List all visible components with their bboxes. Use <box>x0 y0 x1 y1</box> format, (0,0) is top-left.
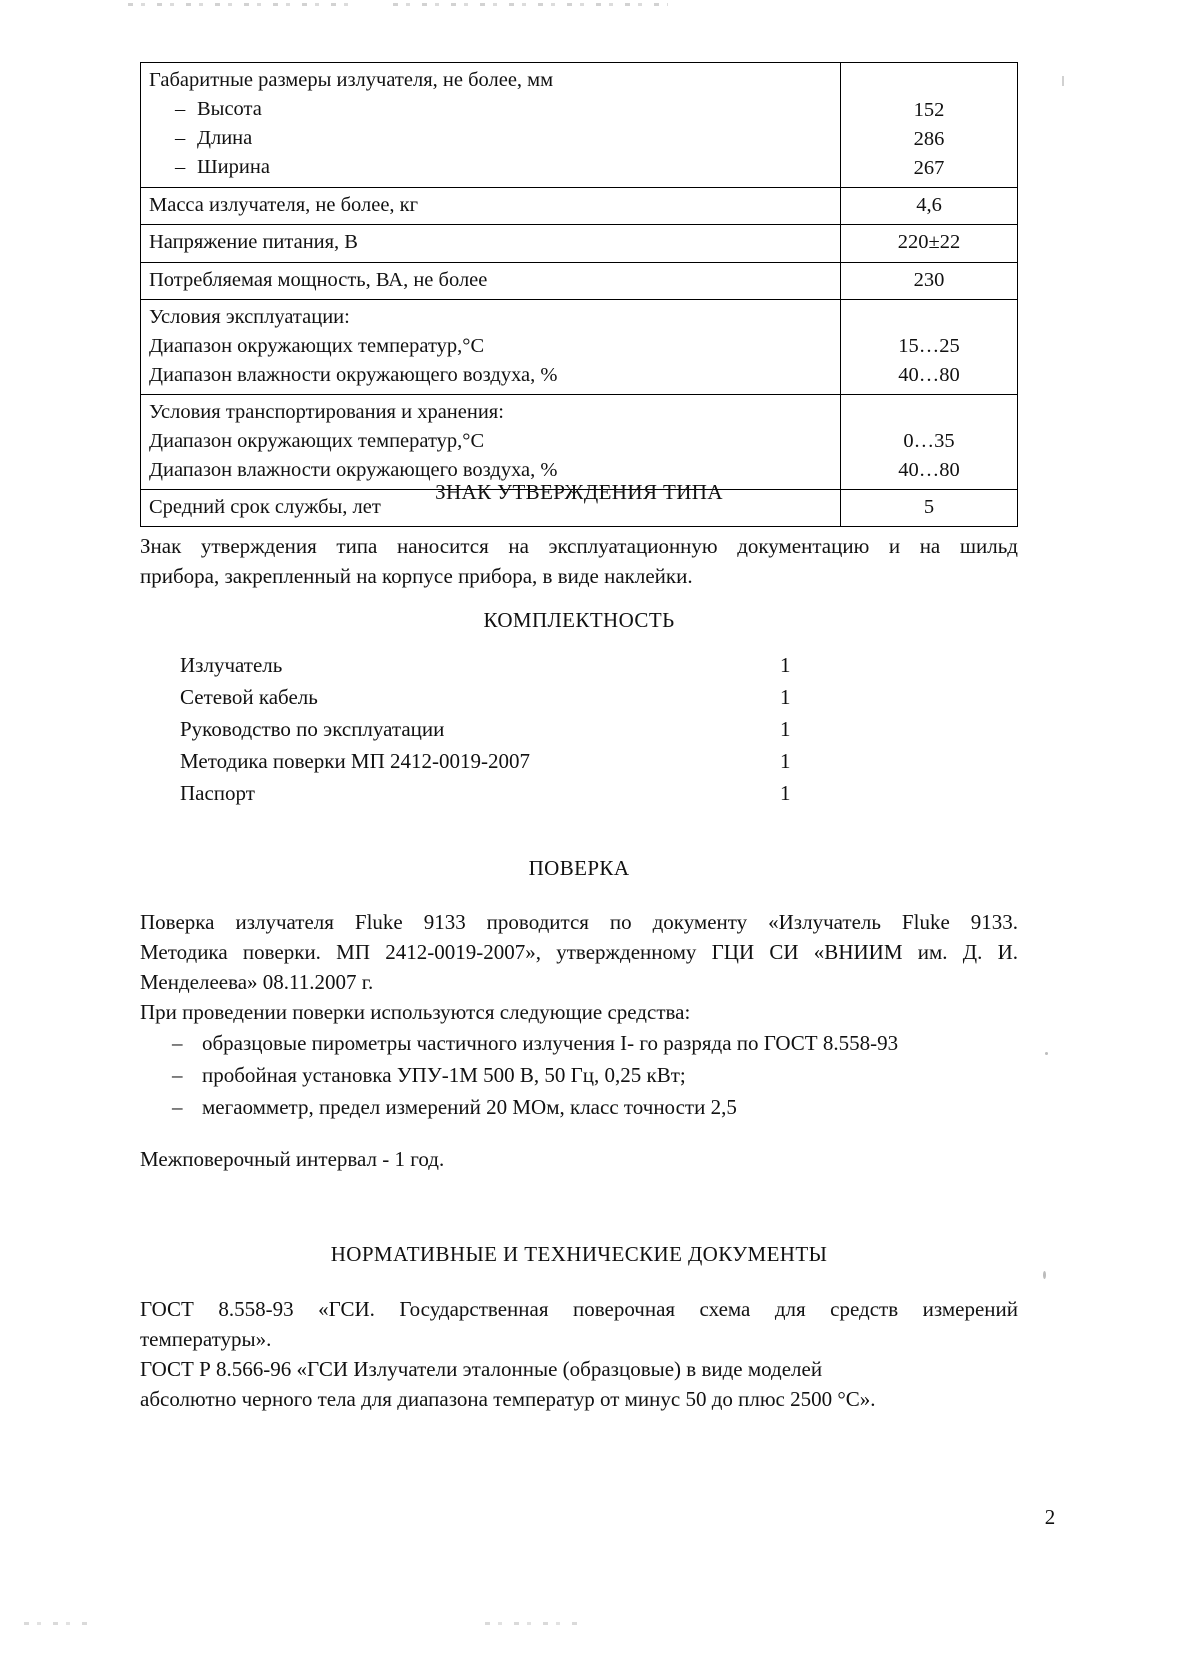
normative-document-text: ГОСТ 8.558-93 «ГСИ. Государственная поверочная схема для средств измерений <box>140 1297 1018 1321</box>
spec-sub-item <box>149 153 834 182</box>
verification-paragraph-line-3: Менделеева» 08.11.2007 г. <box>140 970 374 994</box>
specifications-table <box>140 62 1018 527</box>
table-row <box>141 225 1018 262</box>
spec-label: Условия транспортирования и хранения: <box>149 400 504 423</box>
spec-label: Средний срок службы, лет <box>149 496 381 519</box>
page-number: 2 <box>1044 1505 1056 1529</box>
verification-means-text: пробойная установка УПУ-1М 500 В, 50 Гц, 0,25 кВт; <box>202 1063 686 1087</box>
normative-document-2-line-1 <box>140 1355 1018 1385</box>
list-item <box>180 650 820 682</box>
verification-means-intro <box>140 998 1018 1028</box>
dash-bullet: – <box>172 1031 183 1055</box>
spec-value: 286 <box>913 128 945 151</box>
approval-mark-text: Знак утверждения типа наносится на эксплуатационную документацию и на шильд <box>140 534 1018 558</box>
scan-artifact-top-left <box>128 3 358 6</box>
table-cell-label <box>141 299 841 394</box>
heading-approval-mark: ЗНАК УТВЕРЖДЕНИЯ ТИПА <box>435 480 723 504</box>
spec-value: 0…35 <box>903 430 955 453</box>
spec-value: 267 <box>913 157 945 180</box>
verification-text: Методика поверки. МП 2412-0019-2007», утвержденному ГЦИ СИ «ВНИИМ им. Д. И. <box>140 940 1018 964</box>
verification-means-item <box>172 1093 1032 1123</box>
scan-speck <box>1045 1052 1048 1055</box>
verification-text: Поверка излучателя Fluke 9133 проводится по документу «Излучатель Fluke 9133. <box>140 910 1018 934</box>
completeness-item-qty: 1 <box>780 684 791 709</box>
verification-means-text: мегаомметр, предел измерений 20 МОм, класс точности 2,5 <box>202 1095 737 1119</box>
spec-sub-label: Ширина <box>197 156 270 179</box>
completeness-item-qty: 1 <box>780 780 791 805</box>
completeness-item-qty: 1 <box>780 653 791 677</box>
spec-sub-item <box>149 124 834 153</box>
dash-bullet: – <box>175 156 186 179</box>
spec-label: Диапазон окружающих температур,°С <box>149 430 485 453</box>
list-item <box>180 746 820 778</box>
scan-artifact-bottom-right <box>485 1622 581 1625</box>
table-row <box>141 299 1018 394</box>
spec-label: Диапазон окружающих температур,°С <box>149 334 485 357</box>
normative-document-2-line-2: абсолютно черного тела для диапазона температур от минус 50 до плюс 2500 °С». <box>140 1387 876 1411</box>
table-row <box>141 262 1018 299</box>
completeness-item-qty: 1 <box>780 748 791 773</box>
table-row <box>141 188 1018 225</box>
table-cell-label <box>141 394 841 489</box>
list-item <box>180 778 820 810</box>
spec-label: Условия эксплуатации: <box>149 305 350 328</box>
verification-means-intro-text: При проведении поверки используются следующие средства: <box>140 1000 691 1024</box>
table-row <box>141 63 1018 188</box>
completeness-item-name: Паспорт <box>180 780 255 805</box>
spec-label: Диапазон влажности окружающего воздуха, % <box>149 459 558 482</box>
table-cell-value <box>841 299 1018 394</box>
list-item <box>180 682 820 714</box>
spec-label: Потребляемая мощность, ВА, не более <box>149 268 488 291</box>
spec-label: Масса излучателя, не более, кг <box>149 194 419 217</box>
verification-means-text: образцовые пирометры частичного излучения I- го разряда по ГОСТ 8.558-93 <box>202 1031 899 1055</box>
normative-document-1-line-2: температуры». <box>140 1327 272 1351</box>
table-cell-value <box>841 262 1018 299</box>
spec-sub-label: Высота <box>197 98 262 121</box>
scan-speck <box>1043 1271 1046 1279</box>
table-cell-value <box>841 394 1018 489</box>
spec-value: 40…80 <box>898 459 960 482</box>
verification-means-item <box>172 1029 1032 1059</box>
table-cell-label <box>141 262 841 299</box>
approval-mark-paragraph-line-2: прибора, закрепленный на корпусе прибора, в виде наклейки. <box>140 564 693 588</box>
spec-value: 5 <box>923 496 935 519</box>
list-item <box>180 714 820 746</box>
dash-bullet: – <box>172 1063 183 1087</box>
scan-artifact-top-right <box>393 3 668 6</box>
table-cell-label <box>141 63 841 188</box>
completeness-list <box>180 650 820 810</box>
heading-completeness: КОМПЛЕКТНОСТЬ <box>483 608 675 632</box>
spec-value: 40…80 <box>898 363 960 386</box>
normative-document-text: ГОСТ Р 8.566-96 «ГСИ Излучатели эталонные (образцовые) в виде моделей <box>140 1357 823 1381</box>
table-cell-value <box>841 63 1018 188</box>
heading-normative-documents: НОРМАТИВНЫЕ И ТЕХНИЧЕСКИЕ ДОКУМЕНТЫ <box>330 1242 828 1266</box>
completeness-item-name: Излучатель <box>180 653 283 677</box>
spec-value: 15…25 <box>898 334 960 357</box>
completeness-item-name: Руководство по эксплуатации <box>180 716 445 741</box>
table-row <box>141 394 1018 489</box>
verification-interval-text: Межповерочный интервал - 1 год. <box>140 1147 445 1171</box>
completeness-item-name: Методика поверки МП 2412-0019-2007 <box>180 748 531 773</box>
spec-value: 220±22 <box>897 231 961 254</box>
verification-interval <box>140 1145 1018 1175</box>
dash-bullet: – <box>172 1095 183 1119</box>
spec-sub-item <box>149 95 834 124</box>
dash-bullet: – <box>175 98 186 121</box>
scan-artifact-bottom-left <box>24 1622 90 1625</box>
spec-label: Напряжение питания, В <box>149 231 358 254</box>
heading-verification: ПОВЕРКА <box>528 856 630 880</box>
verification-means-item <box>172 1061 1032 1091</box>
spec-label: Диапазон влажности окружающего воздуха, % <box>149 363 558 386</box>
table-cell-label <box>141 188 841 225</box>
spec-value: 152 <box>913 99 945 121</box>
completeness-item-name: Сетевой кабель <box>180 684 318 709</box>
completeness-item-qty: 1 <box>780 716 791 741</box>
scan-artifact-right-edge <box>1062 76 1064 86</box>
dash-bullet: – <box>175 127 186 150</box>
spec-value: 4,6 <box>916 194 942 217</box>
spec-value: 230 <box>913 268 945 291</box>
table-cell-value <box>841 225 1018 262</box>
table-cell-value <box>841 188 1018 225</box>
spec-label: Габаритные размеры излучателя, не более, мм <box>149 69 554 91</box>
table-cell-label <box>141 225 841 262</box>
spec-sub-label: Длина <box>197 127 253 150</box>
